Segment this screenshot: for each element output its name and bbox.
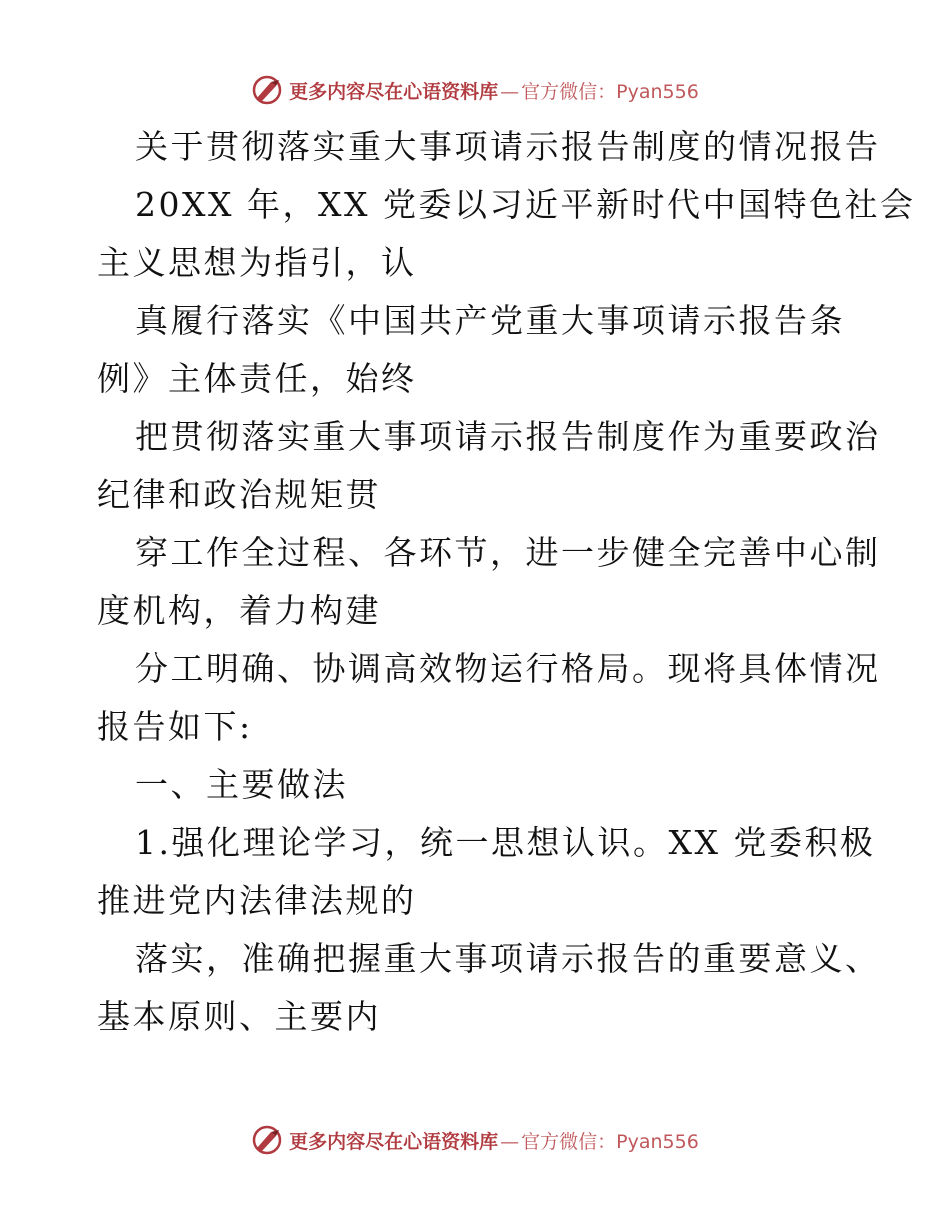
- paragraph-line: 1.强化理论学习，统一思想认识。XX 党委积极: [135, 823, 876, 862]
- paragraph-line: 度机构，着力构建: [97, 591, 381, 630]
- paragraph-line: 落实，准确把握重大事项请示报告的重要意义、: [135, 939, 881, 978]
- paragraph-line: 纪律和政治规矩贯: [97, 475, 381, 514]
- header-watermark: [0, 70, 950, 110]
- pen-logo-icon: [251, 74, 283, 106]
- section-heading: 一、主要做法: [135, 765, 348, 804]
- paragraph-line: 报告如下:: [97, 707, 253, 746]
- footer-watermark: [0, 1120, 950, 1160]
- paragraph-line: 主义思想为指引，认: [97, 243, 417, 282]
- document-title: 关于贯彻落实重大事项请示报告制度的情况报告: [135, 127, 881, 166]
- paragraph-line: 例》主体责任，始终: [97, 359, 417, 398]
- paragraph-line: 真履行落实《中国共产党重大事项请示报告条: [135, 301, 845, 340]
- paragraph-line: 分工明确、协调高效物运行格局。现将具体情况: [135, 649, 881, 688]
- document-body: [97, 118, 916, 1046]
- watermark-text: 更多内容尽在心语资料库 — 官方微信：Pyan556: [289, 1130, 699, 1153]
- paragraph-line: 20XX 年，XX 党委以习近平新时代中国特色社会: [135, 185, 916, 224]
- watermark-text: 更多内容尽在心语资料库 — 官方微信：Pyan556: [289, 80, 699, 103]
- paragraph-line: 把贯彻落实重大事项请示报告制度作为重要政治: [135, 417, 881, 456]
- paragraph-line: 穿工作全过程、各环节，进一步健全完善中心制: [135, 533, 881, 572]
- paragraph-line: 基本原则、主要内: [97, 997, 381, 1036]
- paragraph-line: 推进党内法律法规的: [97, 881, 417, 920]
- pen-logo-icon: [251, 1124, 283, 1156]
